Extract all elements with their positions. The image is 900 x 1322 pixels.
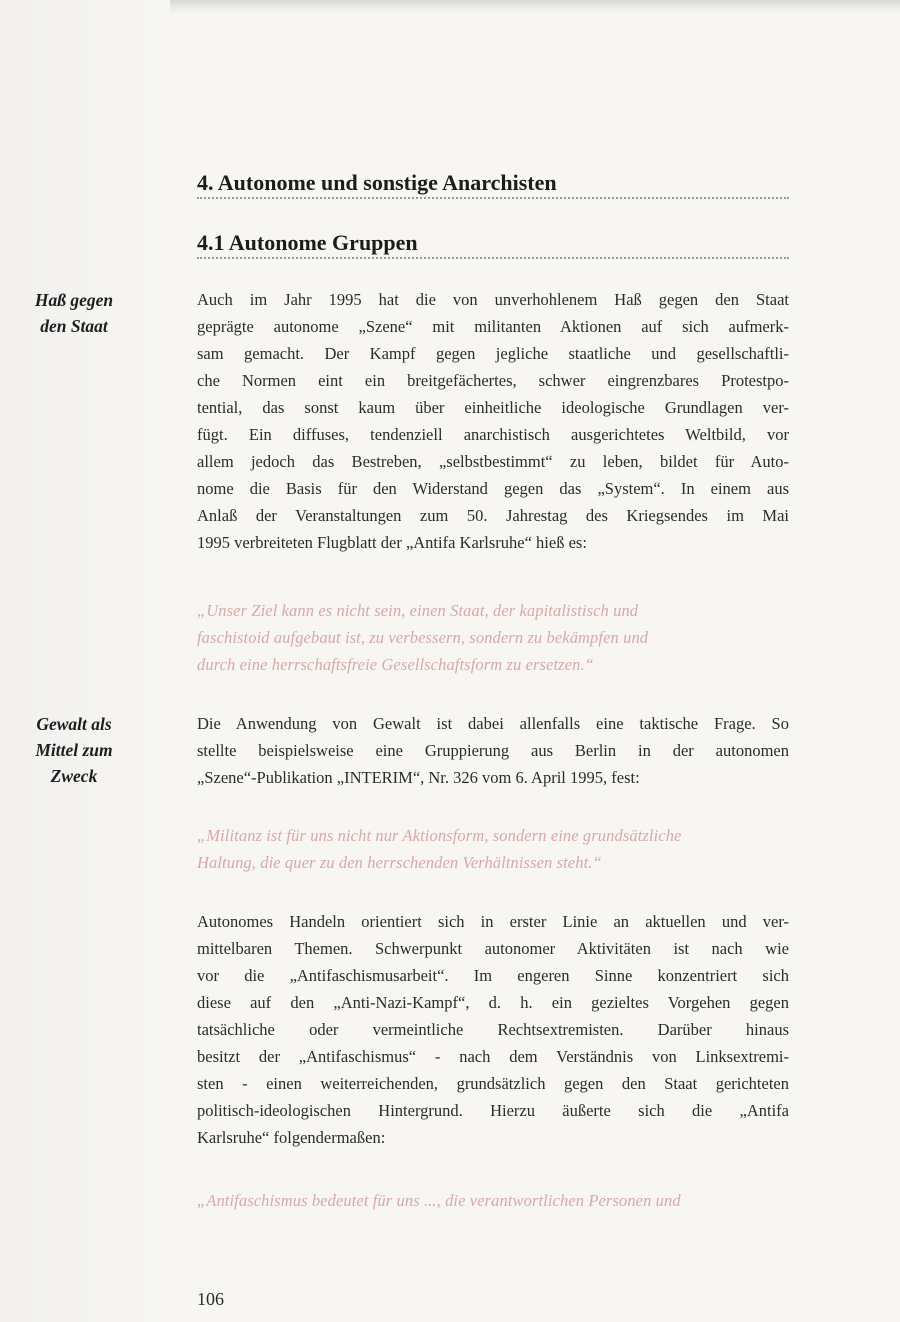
paragraph-line: sten - einen weiterreichenden, grundsätzlich gegen den Staat gerichteten [197,1074,789,1093]
margin-note-line: Zweck [50,766,98,786]
paragraph-line: 1995 verbreiteten Flugblatt der „Antifa Karlsruhe“ hieß es: [197,533,587,552]
quote-line: faschistoid aufgebaut ist, zu verbessern, sondern zu bekämpfen und [197,628,649,647]
paragraph-line: Die Anwendung von Gewalt ist dabei allenfalls eine taktische Frage. So [197,714,789,733]
margin-column [0,0,170,1322]
page-number: 106 [197,1289,224,1309]
margin-note-hass-gegen-den-staat [15,287,133,339]
paragraph-line: politisch-ideologischen Hintergrund. Hierzu äußerte sich die „Antifa [197,1101,789,1120]
paragraph-line: diese auf den „Anti-Nazi-Kampf“, d. h. ein gezieltes Vorgehen gegen [197,993,789,1012]
margin-note-line: Mittel zum [35,740,113,760]
paragraph-line: Auch im Jahr 1995 hat die von unverhohlenem Haß gegen den Staat [197,290,789,309]
margin-note-gewalt-als-mittel [15,711,133,789]
paragraph-2 [197,710,789,791]
paragraph-line: tatsächliche oder vermeintliche Rechtsextremisten. Darüber hinaus [197,1020,789,1039]
quote-line: „Militanz ist für uns nicht nur Aktionsform, sondern eine grundsätzliche [197,826,682,845]
paragraph-line: allem jedoch das Bestreben, „selbstbestimmt“ zu leben, bildet für Auto- [197,452,789,471]
quote-line: durch eine herrschaftsfreie Gesellschaftsform zu ersetzen.“ [197,655,594,674]
paragraph-line: che Normen eint ein breitgefächertes, schwer eingrenzbares Protestpo- [197,371,789,390]
quote-line: „Unser Ziel kann es nicht sein, einen Staat, der kapitalistisch und [197,601,639,620]
paragraph-line: Anlaß der Veranstaltungen zum 50. Jahrestag des Kriegsendes im Mai [197,506,789,525]
margin-note-line: Haß gegen [34,290,114,310]
paragraph-1 [197,286,789,556]
margin-note-line: Gewalt als [36,714,112,734]
paragraph-line: fügt. Ein diffuses, tendenziell anarchistisch ausgerichtetes Weltbild, vor [197,425,789,444]
quote-antifa-karlsruhe [197,597,793,678]
quote-line: „Antifaschismus bedeutet für uns ..., die verantwortlichen Personen und [197,1191,681,1210]
paragraph-3 [197,908,789,1151]
paragraph-line: stellte beispielsweise eine Gruppierung aus Berlin in der autonomen [197,741,789,760]
quote-interim [197,822,793,876]
paragraph-line: sam gemacht. Der Kampf gegen jegliche staatliche und gesellschaftli- [197,344,789,363]
paragraph-line: Karlsruhe“ folgendermaßen: [197,1128,386,1147]
paragraph-line: „Szene“-Publikation „INTERIM“, Nr. 326 vom 6. April 1995, fest: [197,768,640,787]
paragraph-line: mittelbaren Themen. Schwerpunkt autonomer Aktivitäten ist nach wie [197,939,789,958]
paragraph-line: tential, das sonst kaum über einheitliche ideologische Grundlagen ver- [197,398,789,417]
quote-line: Haltung, die quer zu den herrschenden Verhältnissen steht.“ [197,853,602,872]
paragraph-line: geprägte autonome „Szene“ mit militanten Aktionen auf sich aufmerk- [197,317,789,336]
chapter-heading: 4. Autonome und sonstige Anarchisten [197,170,789,199]
paragraph-line: vor die „Antifaschismusarbeit“. Im engeren Sinne konzentriert sich [197,966,789,985]
section-heading: 4.1 Autonome Gruppen [197,230,789,259]
margin-note-line: den Staat [40,316,108,336]
paragraph-line: nome die Basis für den Widerstand gegen das „System“. In einem aus [197,479,789,498]
paragraph-line: besitzt der „Antifaschismus“ - nach dem Verständnis von Linksextremi- [197,1047,789,1066]
quote-antifaschismus [197,1187,793,1214]
paragraph-line: Autonomes Handeln orientiert sich in erster Linie an aktuellen und ver- [197,912,789,931]
